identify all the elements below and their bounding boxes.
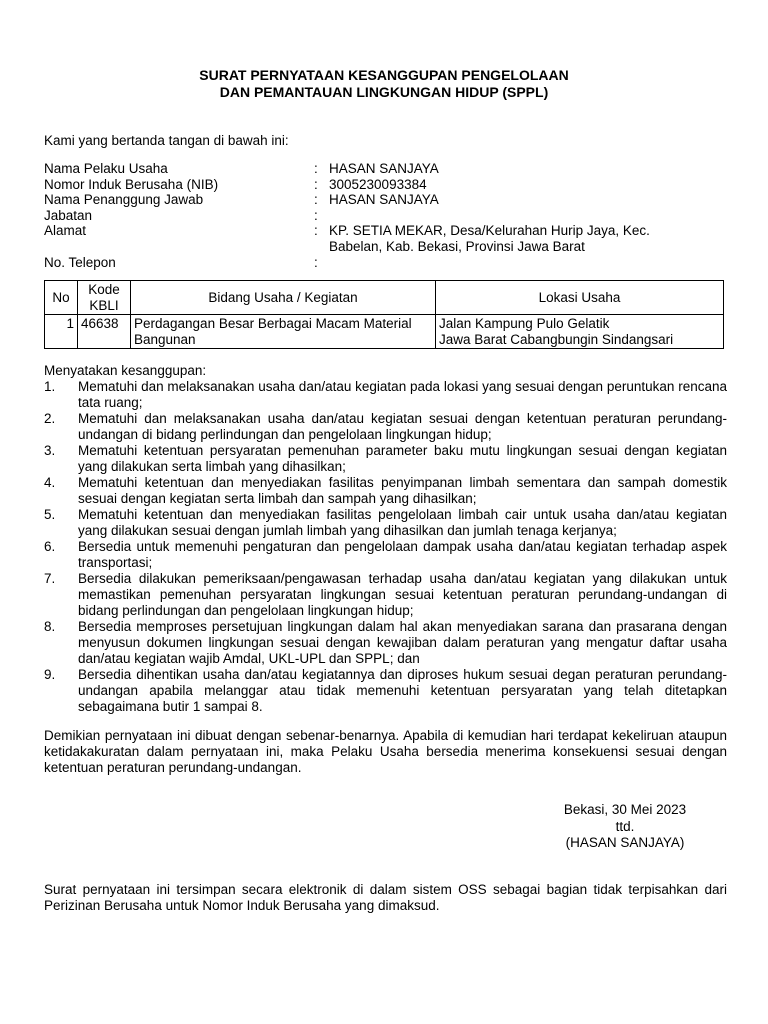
intro-text: Kami yang bertanda tangan di bawah ini:: [44, 133, 289, 148]
header-kode-kbli: [78, 281, 131, 315]
identity-label: Nomor Induk Berusaha (NIB): [44, 176, 219, 192]
list-item-number: 4.: [44, 475, 56, 490]
footer-note: Surat pernyataan ini tersimpan secara elektronik di dalam sistem OSS sebagai bagian tidak terpisahkan dari Perizinan Berusaha untuk Nomor Induk Berusaha yang dimaksud.: [44, 882, 727, 913]
identity-value: [329, 208, 709, 224]
identity-value: HASAN SANJAYA: [329, 192, 439, 208]
list-item: [44, 667, 727, 715]
kbli-table: [44, 280, 724, 349]
identity-colon: :: [314, 207, 318, 223]
list-item-text: Mematuhi ketentuan dan menyediakan fasilitas penyimpanan limbah sementara dan sampah domestik sesuai dengan kegiatan serta limbah dan sampah yang dihasilkan;: [78, 475, 727, 506]
list-item: [44, 379, 727, 411]
address-line-1: KP. SETIA MEKAR, Desa/Kelurahan Hurip Jaya, Kec.: [329, 223, 650, 239]
list-item-number: 7.: [44, 571, 56, 586]
identity-label: Nama Penanggung Jawab: [44, 192, 204, 208]
list-item-text: Mematuhi dan melaksanakan usaha dan/atau kegiatan sesuai dengan ketentuan peraturan perundang-undangan di bidang perlindungan dan pengelolaan lingkungan hidup;: [78, 411, 727, 442]
identity-row-jabatan: [44, 208, 734, 224]
list-item-number: 3.: [44, 443, 56, 458]
closing-paragraph: Demikian pernyataan ini dibuat dengan sebenar-benarnya. Apabila di kemudian hari terdapat kekeliruan ataupun ketidakakuratan dalam pernyataan ini, maka Pelaku Usaha bersedia menerima konsekuensi sesuai dengan ketentuan peraturan perundang-undangan.: [44, 728, 727, 775]
identity-colon: :: [314, 254, 318, 270]
identity-colon: :: [314, 161, 318, 176]
list-item-number: 5.: [44, 507, 56, 522]
statement-section: [44, 363, 727, 715]
identity-row-telepon: [44, 255, 734, 271]
list-item-text: Bersedia untuk memenuhi pengaturan dan pengelolaan dampak usaha dan/atau kegiatan terhadap aspek transportasi;: [78, 539, 727, 570]
lokasi-line-1: Jalan Kampung Pulo Gelatik: [439, 316, 610, 331]
header-kbli-line-2: KBLI: [89, 297, 119, 313]
list-item: [44, 475, 727, 507]
list-item-number: 8.: [44, 619, 56, 634]
identity-label: Jabatan: [44, 207, 93, 223]
identity-colon: :: [314, 192, 318, 208]
list-item: [44, 443, 727, 475]
document-title: [0, 67, 768, 101]
list-item-text: Bersedia dihentikan usaha dan/atau kegiatannya dan diproses hukum sesuai degan peraturan perundang-undangan apabila melanggar atau tidak memenuhi ketentuan persyaratan yang telah ditetapkan sebagaimana butir 1 sampai 8.: [78, 667, 727, 714]
header-lokasi-usaha: Lokasi Usaha: [436, 281, 724, 315]
list-item-number: 2.: [44, 411, 56, 426]
title-line-1: SURAT PERNYATAAN KESANGGUPAN PENGELOLAAN: [199, 67, 569, 83]
list-item-text: Mematuhi ketentuan dan menyediakan fasilitas pengelolaan limbah cair untuk usaha dan/atau kegiatan yang dilakukan sesuai dengan jumlah limbah yang dihasilkan dan jumlah tenaga kerjanya;: [78, 507, 727, 538]
list-item-number: 9.: [44, 667, 56, 682]
address-line-2: Babelan, Kab. Bekasi, Provinsi Jawa Barat: [329, 238, 585, 254]
list-item-text: Bersedia dilakukan pemeriksaan/pengawasan terhadap usaha dan/atau kegiatan yang dilakukan untuk memastikan pemenuhan persyaratan lingkungan sesuai ketentuan peraturan perundang-undangan di bidang perlindungan dan pengelolaan lingkungan hidup;: [78, 571, 727, 618]
header-no: No: [45, 281, 78, 315]
list-item-text: Mematuhi ketentuan persyaratan pemenuhan parameter baku mutu lingkungan sesuai dengan kegiatan yang dilakukan serta limbah yang dihasilkan;: [78, 443, 727, 474]
header-kbli-line-1: Kode: [88, 282, 120, 297]
title-line-2: DAN PEMANTAUAN LINGKUNGAN HIDUP (SPPL): [219, 84, 549, 100]
identity-row-alamat: [44, 223, 734, 254]
signature-block: [540, 802, 710, 852]
identity-section: [44, 161, 734, 270]
identity-row-nama: [44, 161, 734, 177]
statement-heading: Menyatakan kesanggupan:: [44, 363, 207, 378]
cell-no: 1: [45, 315, 78, 349]
list-item: [44, 539, 727, 571]
identity-label: Alamat: [44, 223, 87, 239]
list-item-number: 6.: [44, 539, 56, 554]
identity-label: No. Telepon: [44, 254, 116, 270]
list-item: [44, 411, 727, 443]
list-item: [44, 507, 727, 539]
cell-kode-kbli: 46638: [78, 315, 131, 349]
identity-value: [329, 255, 709, 271]
cell-bidang-usaha: Perdagangan Besar Berbagai Macam Material Bangunan: [131, 315, 436, 349]
list-item: [44, 619, 727, 667]
signature-place-date: Bekasi, 30 Mei 2023: [563, 802, 687, 817]
identity-row-penanggung-jawab: [44, 192, 734, 208]
table-header-row: [45, 281, 724, 315]
identity-value: 3005230093384: [329, 176, 427, 192]
signature-ttd: ttd.: [615, 818, 635, 834]
list-item-text: Bersedia memproses persetujuan lingkungan dalam hal akan menyediakan sarana dan prasarana dengan menyusun dokumen lingkungan sesuai dengan kewajiban dalam peraturan yang mengatur daftar usaha dan/atau kegiatan wajib Amdal, UKL-UPL dan SPPL; dan: [78, 619, 727, 666]
identity-value: HASAN SANJAYA: [329, 161, 439, 176]
identity-colon: :: [314, 223, 318, 239]
list-item: [44, 571, 727, 619]
identity-colon: :: [314, 176, 318, 192]
table-row: [45, 315, 724, 349]
signature-name: (HASAN SANJAYA): [565, 835, 685, 850]
lokasi-line-2: Jawa Barat Cabangbungin Sindangsari: [439, 331, 674, 347]
identity-value: [329, 223, 709, 254]
cell-lokasi-usaha: [436, 315, 724, 349]
identity-label: Nama Pelaku Usaha: [44, 161, 168, 176]
list-item-text: Mematuhi dan melaksanakan usaha dan/atau kegiatan pada lokasi yang sesuai dengan peruntukan rencana tata ruang;: [78, 379, 727, 410]
header-bidang-usaha: Bidang Usaha / Kegiatan: [131, 281, 436, 315]
list-item-number: 1.: [44, 379, 56, 394]
identity-row-nib: [44, 177, 734, 193]
